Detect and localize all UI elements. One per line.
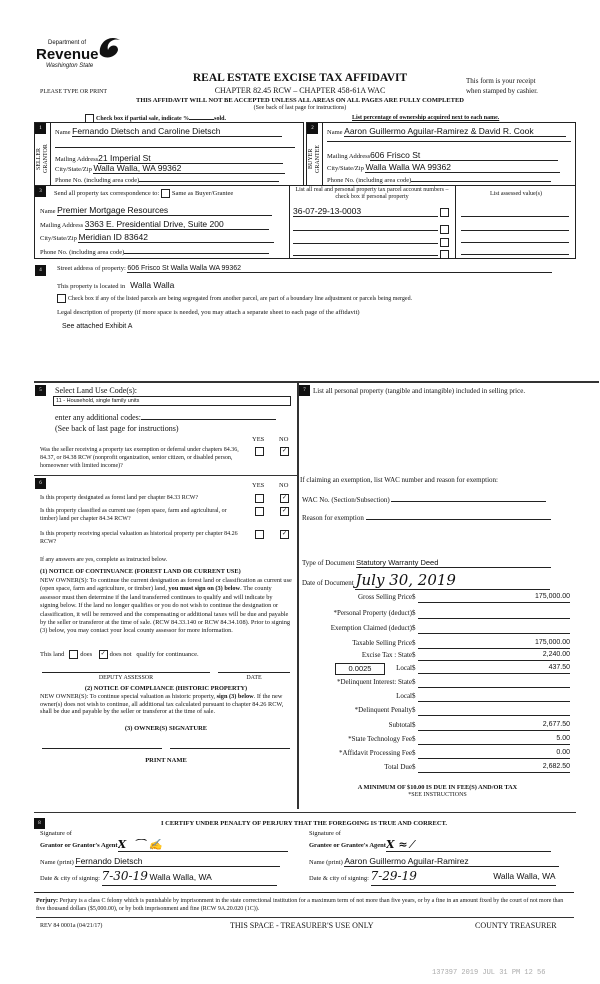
see-back-note: (See back of last page for instructions) (253, 105, 347, 111)
corr-mail-value: 3363 E. Presidential Drive, Suite 200 (85, 219, 269, 230)
corr-phone-field[interactable] (40, 246, 269, 256)
grantor-signature-field[interactable]: Grantor or Grantor's AgentX ⌒ ✍ (40, 839, 288, 851)
historic-question: Is this property receiving special valuation as historical property per chapter 84.26 RCW? (40, 531, 238, 545)
local-rate-input[interactable]: 0.0025 (335, 663, 385, 675)
label: Mailing Address (327, 153, 371, 160)
grantor-sig-of: Signature of (40, 830, 72, 837)
document-type-field[interactable] (302, 558, 551, 568)
please-type: PLEASE TYPE OR PRINT (40, 89, 108, 95)
minimum-due-note: A MINIMUM OF $10.00 IS DUE IN FEE(S) AND/OR TAX (357, 784, 518, 791)
segregated-checkbox-row[interactable] (57, 294, 412, 303)
seller-side-label: SELLER GRANTOR (36, 144, 49, 174)
dor-logo (36, 34, 131, 76)
legal-description-label: Legal description of property (if more space is needed, you may attach a separate sheet to each page of the affidavit) (57, 309, 360, 316)
label: Type of Document (302, 559, 355, 567)
date-line[interactable] (218, 672, 290, 673)
notice-compliance-title: (2) NOTICE OF COMPLIANCE (HISTORIC PROPERTY) (84, 685, 248, 692)
buyer-city-field[interactable] (327, 162, 560, 173)
land-use-code-input[interactable]: 11 - Household, single family units (53, 396, 291, 406)
seller-city-value: Walla Walla, WA 99362 (93, 163, 285, 174)
label: City/State/Zip (40, 235, 77, 242)
send-correspondence-label: Send all property tax correspondence to: Same as Buyer/Grantee (54, 189, 234, 197)
located-in-field (57, 280, 174, 290)
street-address-field[interactable] (57, 265, 552, 273)
additional-codes-field[interactable] (55, 411, 276, 422)
section-number: 3 (35, 186, 46, 197)
section-number: 7 (299, 385, 310, 396)
corr-city-value: Meridian ID 83642 (78, 232, 274, 243)
seller-name-field[interactable] (55, 126, 295, 137)
land-use-see-back: (See back of last page for instructions) (55, 424, 179, 433)
seller-phone-field[interactable] (55, 174, 279, 184)
date-label: DATE (246, 675, 262, 681)
corr-mail-field[interactable] (40, 219, 269, 230)
parcel-number (293, 220, 438, 231)
receipt-note-2: when stamped by cashier. (466, 87, 538, 95)
same-as-buyer-label: Same as Buyer/Grantee (171, 189, 234, 197)
assessed-value-line[interactable] (461, 230, 569, 231)
exemption-reason-field[interactable] (302, 511, 551, 522)
fee-row-delinquent-penalty[interactable]: *Delinquent Penalty $ (300, 706, 570, 717)
no-header: NO (279, 482, 289, 489)
section-number: 4 (35, 265, 46, 276)
partial-sale-label: Check box if partial sale, indicate % (96, 115, 190, 122)
county-treasurer-label: COUNTY TREASURER (475, 921, 557, 930)
personal-property-checkbox[interactable] (440, 250, 449, 259)
grantee-sig-of: Signature of (309, 830, 341, 837)
buyer-name-value: Aaron Guillermo Aguilar-Ramirez & David R. Cook (344, 126, 566, 137)
assessed-value-line[interactable] (461, 242, 569, 243)
sold-label: sold. (214, 115, 227, 122)
grantee-date-city-field[interactable]: Date & city of signing: 7-29-19 Walla Walla, WA (309, 870, 556, 884)
label: Mailing Address (55, 156, 99, 163)
label: Street address of property: (57, 265, 126, 272)
seller-name-value: Fernando Dietsch and Caroline Dietsch (72, 126, 282, 137)
parcel-number: 36-07-29-13-0003 (293, 206, 438, 217)
buyer-mail-field[interactable] (327, 150, 558, 161)
q1-yes-checkbox[interactable] (255, 447, 264, 456)
fee-row-delinquent-local[interactable]: Local $ (300, 692, 570, 703)
wac-number-field[interactable] (302, 493, 546, 504)
located-in-value: Walla Walla (130, 280, 175, 290)
document-date-value: July 30, 2019 (355, 572, 550, 590)
no-header: NO (279, 436, 289, 443)
q1-no-checkbox[interactable]: ✓ (281, 448, 288, 454)
historic-no-checkbox[interactable]: ✓ (281, 531, 288, 537)
grantee-date-value: 7-29-19 (370, 869, 417, 883)
section-number: 6 (35, 478, 46, 489)
seller-city-field[interactable] (55, 163, 285, 174)
parcel-number (293, 233, 438, 244)
owner-signature-title: (3) OWNER(S) SIGNATURE (124, 725, 208, 732)
notice-compliance-text: NEW OWNER(S): To continue special valuation as historic property, sign (3) below. If the new owner(s) does not wish to continue, all additional tax calculated pursuant to chapter 84.26 RCW, shall be due and payable by the seller or transferor at the time of sale. (40, 693, 284, 715)
ownership-note: List percentage of ownership acquired next to each name. (352, 115, 500, 121)
fee-row-technology[interactable]: *State Technology Fee $ 5.00 (348, 735, 570, 743)
grantee-signature-mark: X ≈ ⁄ (386, 839, 551, 852)
parcel-number (293, 245, 438, 256)
section-number: 2 (307, 123, 318, 134)
buyer-mail-value: 606 Frisco St (370, 150, 558, 161)
current-use-question: Is this property classified as current use (open space, farm and agricultural, or timber) land per chapter 84.34 RCW? (40, 508, 227, 522)
if-yes-note: If any answers are yes, complete as instructed below. (40, 557, 168, 563)
label: City/State/Zip (55, 166, 92, 173)
deputy-assessor-line[interactable] (42, 672, 210, 673)
segregated-checkbox[interactable] (57, 294, 66, 303)
label: WAC No. (Section/Subsection) (302, 496, 390, 504)
owner-signature-line[interactable] (42, 748, 162, 749)
see-instructions-note: *SEE INSTRUCTIONS (408, 792, 467, 798)
grantee-city-value: Walla Walla, WA (493, 871, 556, 881)
label: Mailing Address (40, 222, 84, 229)
seller-mail-value: 21 Imperial St (98, 153, 283, 164)
corr-name-value: Premier Mortgage Resources (57, 205, 272, 216)
buyer-phone-field[interactable] (327, 174, 551, 184)
section-number: 1 (35, 123, 46, 134)
fee-row-taxable[interactable]: Taxable Selling Price $ 175,000.00 (352, 639, 570, 647)
grantor-name-value: Fernando Dietsch (75, 856, 280, 867)
certification-section (34, 818, 574, 893)
personal-property-label: List all personal property (tangible and intangible) included in selling price. (313, 387, 526, 395)
seller-section (34, 122, 304, 186)
grantee-signature-field[interactable]: Grantee or Grantee's AgentX ≈ ⁄ (309, 839, 551, 851)
current-use-yes-checkbox[interactable] (255, 507, 264, 516)
label: Phone No. (including area code) (327, 177, 412, 184)
label: Check box if any of the listed parcels are being segregated from another parcel, are part of a boundary line adjustment or parcels being merged. (68, 295, 413, 302)
warning-text: THIS AFFIDAVIT WILL NOT BE ACCEPTED UNLESS ALL AREAS ON ALL PAGES ARE FULLY COMPLETED (136, 97, 464, 104)
forest-land-question: Is this property designated as forest land per chapter 84.33 RCW? (40, 495, 199, 501)
forest-yes-checkbox[interactable] (255, 494, 264, 503)
fee-row-excise-state[interactable]: Excise Tax : State $ 2,240.00 (361, 651, 570, 659)
buyer-section (306, 122, 576, 186)
fee-row-total-due[interactable]: Total Due $ 2,682.50 (384, 763, 570, 771)
treasurer-space-label: THIS SPACE - TREASURER'S USE ONLY (230, 921, 374, 930)
logo-text-state: Washington State (46, 63, 94, 69)
continuance-row: This land does ✓ does not qualify for continuance. (40, 650, 199, 658)
form-revision: REV 84 0001a (04/21/17) (40, 923, 103, 929)
deputy-assessor-label: DEPUTY ASSESSOR (98, 675, 154, 681)
assessed-value-line[interactable] (461, 254, 569, 255)
exemption-instructions: If claiming an exemption, list WAC number and reason for exemption: (300, 476, 498, 484)
section-number: 8 (34, 818, 45, 829)
buyer-name-field[interactable] (327, 126, 566, 137)
logo-swirl-icon (96, 34, 122, 60)
forest-no-checkbox[interactable]: ✓ (281, 495, 288, 501)
fee-row-excise-local[interactable]: Local $ 437.50 (396, 664, 570, 672)
parcel-header: List all real and personal property tax parcel account numbers – check box if personal property (295, 187, 449, 200)
buyer-name-line2[interactable] (327, 141, 571, 142)
personal-property-checkbox[interactable] (440, 208, 449, 217)
section-number: 5 (35, 385, 46, 396)
label: Phone No. (including area code) (55, 177, 140, 184)
grantor-city-value: Walla Walla, WA (149, 872, 212, 882)
grantee-name-field[interactable]: Name (print) Aaron Guillermo Aguilar-Ramirez (309, 856, 559, 867)
perjury-notice: Perjury: Perjury is a class C felony which is punishable by imprisonment in the state correctional institution for a maximum term of not more than five years, or by a fine in an amount fixed by the court of not more than five thousand dollars ($5,000.00), or by both imprisonment and fine (RCW 9A.20.020 (1C)). (36, 898, 564, 912)
same-as-buyer-checkbox[interactable] (161, 189, 170, 198)
logo-text-dept: Department of (48, 40, 87, 46)
parcel-row[interactable] (293, 206, 453, 217)
form-chapter: CHAPTER 82.45 RCW – CHAPTER 458-61A WAC (214, 86, 386, 95)
fee-row-exemption[interactable]: Exemption Claimed (deduct) $ (300, 624, 570, 635)
print-name-label: PRINT NAME (145, 757, 187, 764)
notice-continuance-text: NEW OWNER(S): To continue the current designation as forest land or classification as current use (open space, farm and agriculture, or timber) land, you must sign on (3) below. The county assessor must then determine if the land transferred continues to qualify and will indicate by signing below. If the land no longer qualifies or you do not wish to continue the designation or classification, it will be removed and the compensating or additional taxes will be due and payable by the seller or transferor at the time of sale. (RCW 84.33.140 or RCW 84.34.108). Prior to signing (3) below, you may contact your local county assessor for more information. (40, 577, 292, 635)
yes-header: YES (252, 482, 265, 489)
parcel-row[interactable] (293, 220, 453, 234)
seller-name-line2[interactable] (55, 147, 295, 148)
does-not-checkbox[interactable]: ✓ (100, 651, 106, 657)
current-use-no-checkbox[interactable]: ✓ (281, 508, 288, 514)
receipt-note-1: This form is your receipt (466, 77, 536, 85)
label: City/State/Zip (327, 165, 364, 172)
fee-row-gross[interactable]: Gross Selling Price $ 175,000.00 (357, 593, 570, 601)
label: Name (40, 208, 56, 215)
fee-row-subtotal[interactable]: Subtotal $ 2,677.50 (388, 721, 570, 729)
yes-header: YES (252, 436, 265, 443)
label: Phone No. (including area code) (40, 249, 125, 256)
exemption-question: Was the seller receiving a property tax exemption or deferral under chapters 84.36, 84.37, or 84.38 RCW (nonprofit organization, senior citizen, or disabled person, homeowner with limited income)? (40, 447, 239, 469)
legal-description-value[interactable]: See attached Exhibit A (62, 323, 133, 330)
label: Name (55, 129, 71, 136)
buyer-city-value: Walla Walla WA 99362 (365, 162, 560, 173)
owner-signature-line[interactable] (170, 748, 290, 749)
assessed-header: List assessed value(s) (490, 191, 542, 197)
notice-continuance-title: (1) NOTICE OF CONTINUANCE (FOREST LAND OR CURRENT USE) (40, 568, 241, 575)
corr-city-field[interactable] (40, 232, 274, 243)
form-title: REAL ESTATE EXCISE TAX AFFIDAVIT (192, 72, 408, 84)
label: Date of Document (302, 579, 354, 587)
buyer-side-label: BUYER GRANTEE (308, 145, 321, 173)
logo-text-revenue: Revenue (36, 46, 99, 63)
document-type-value: Statutory Warranty Deed (356, 558, 551, 568)
certify-statement: I CERTIFY UNDER PENALTY OF PERJURY THAT THE FOREGOING IS TRUE AND CORRECT. (160, 820, 447, 827)
grantor-signature-mark: X ⌒ ✍ (118, 839, 288, 852)
does-checkbox[interactable] (69, 650, 78, 659)
label: Name (327, 129, 343, 136)
fee-row-affidavit-processing[interactable]: *Affidavit Processing Fee $ 0.00 (339, 749, 570, 757)
document-date-field[interactable] (302, 572, 550, 590)
grantor-date-value: 7-30-19 (101, 869, 148, 883)
parcel-row[interactable] (293, 245, 453, 259)
correspondence-section (34, 185, 576, 259)
fee-row-delinquent-state[interactable]: *Delinquent Interest: State $ (300, 678, 570, 689)
receipt-stamp: 137397 2019 JUL 31 PM 12 56 (432, 969, 546, 977)
assessed-value-line[interactable] (461, 216, 569, 217)
label: Reason for exemption (302, 514, 364, 522)
grantor-date-city-field[interactable]: Date & city of signing: 7-30-19 Walla Walla, WA (40, 870, 277, 884)
label: enter any additional codes: (55, 413, 141, 422)
land-use-label: Select Land Use Code(s): (55, 386, 137, 395)
corr-name-field[interactable] (40, 205, 272, 216)
fee-row-personal-property[interactable]: *Personal Property (deduct) $ (300, 609, 570, 620)
grantor-name-field[interactable]: Name (print) Fernando Dietsch (40, 856, 280, 867)
historic-yes-checkbox[interactable] (255, 530, 264, 539)
street-address-value: 606 Frisco St Walla Walla WA 99362 (127, 265, 552, 273)
label: This property is located in (57, 283, 126, 290)
grantee-name-value: Aaron Guillermo Aguilar-Ramirez (344, 856, 559, 867)
